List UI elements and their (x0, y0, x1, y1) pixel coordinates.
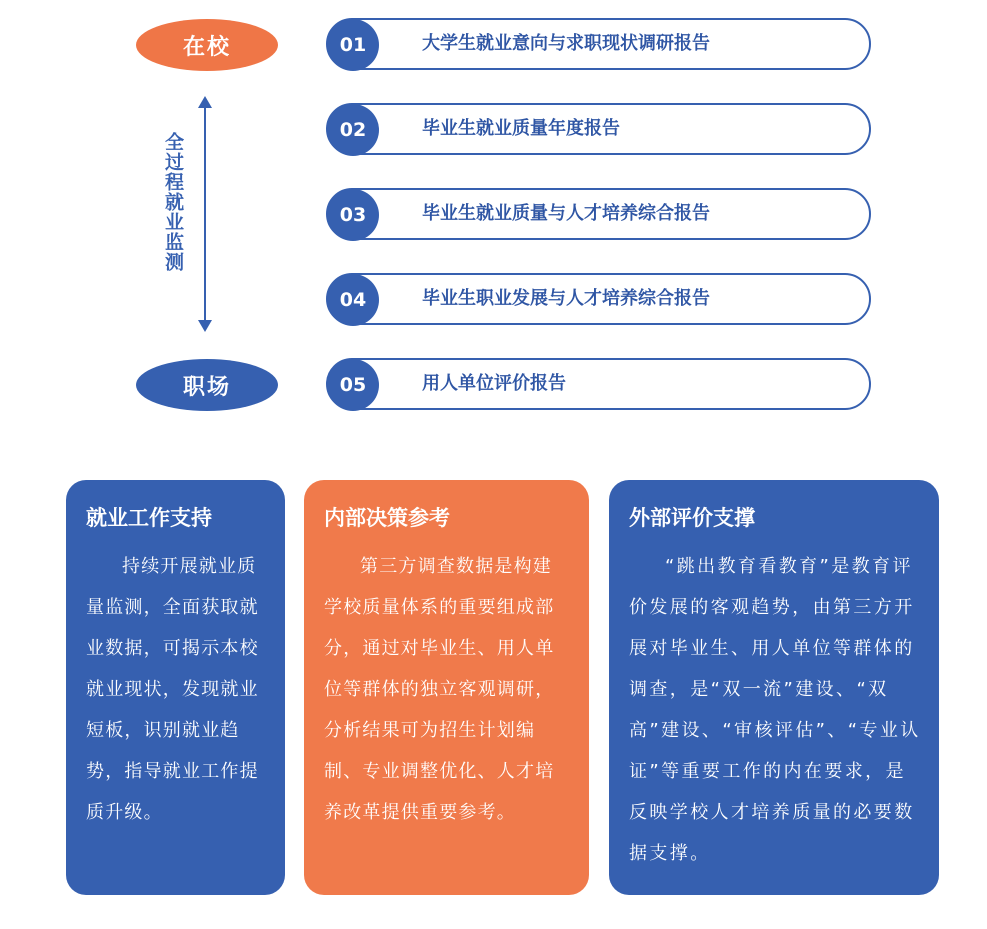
report-title: 大学生就业意向与求职现状调研报告 (422, 33, 710, 54)
stage-end-badge: 职场 (136, 359, 278, 411)
card-body: “跳出教育看教育”是教育评价发展的客观趋势，由第三方开展对毕业生、用人单位等群体的调查，是“双一流”建设、“双高”建设、“审核评估”、“专业认证”等重要工作的内在要求，是反映学校人才培养质量的必要数据支撑。 (629, 556, 921, 864)
report-item (326, 358, 871, 410)
report-title: 用人单位评价报告 (422, 373, 566, 394)
report-item (326, 273, 871, 325)
card-title: 内部决策参考 (324, 506, 450, 530)
report-number: 01 (327, 19, 379, 71)
report-title: 毕业生就业质量与人才培养综合报告 (422, 203, 710, 224)
card-employment-support (66, 480, 285, 895)
card-body: 第三方调查数据是构建学校质量体系的重要组成部分，通过对毕业生、用人单位等群体的独立客观调研，分析结果可为招生计划编制、专业调整优化、人才培养改革提供重要参考。 (324, 556, 555, 823)
stage-start-badge: 在校 (136, 19, 278, 71)
report-item (326, 188, 871, 240)
report-number: 02 (327, 104, 379, 156)
report-title: 毕业生职业发展与人才培养综合报告 (422, 288, 710, 309)
report-item (326, 18, 871, 70)
report-item (326, 103, 871, 155)
card-internal-decision (304, 480, 589, 895)
card-external-evaluation (609, 480, 939, 895)
card-title: 就业工作支持 (86, 506, 212, 530)
report-number: 04 (327, 274, 379, 326)
double-arrow-icon (190, 96, 220, 332)
card-body: 持续开展就业质量监测，全面获取就业数据，可揭示本校就业现状，发现就业短板，识别就业趋势，指导就业工作提质升级。 (86, 556, 259, 823)
axis-label: 全过程就业监测 (162, 132, 184, 272)
report-title: 毕业生就业质量年度报告 (422, 118, 620, 139)
report-number: 05 (327, 359, 379, 411)
card-title: 外部评价支撑 (629, 506, 755, 530)
report-number: 03 (327, 189, 379, 241)
